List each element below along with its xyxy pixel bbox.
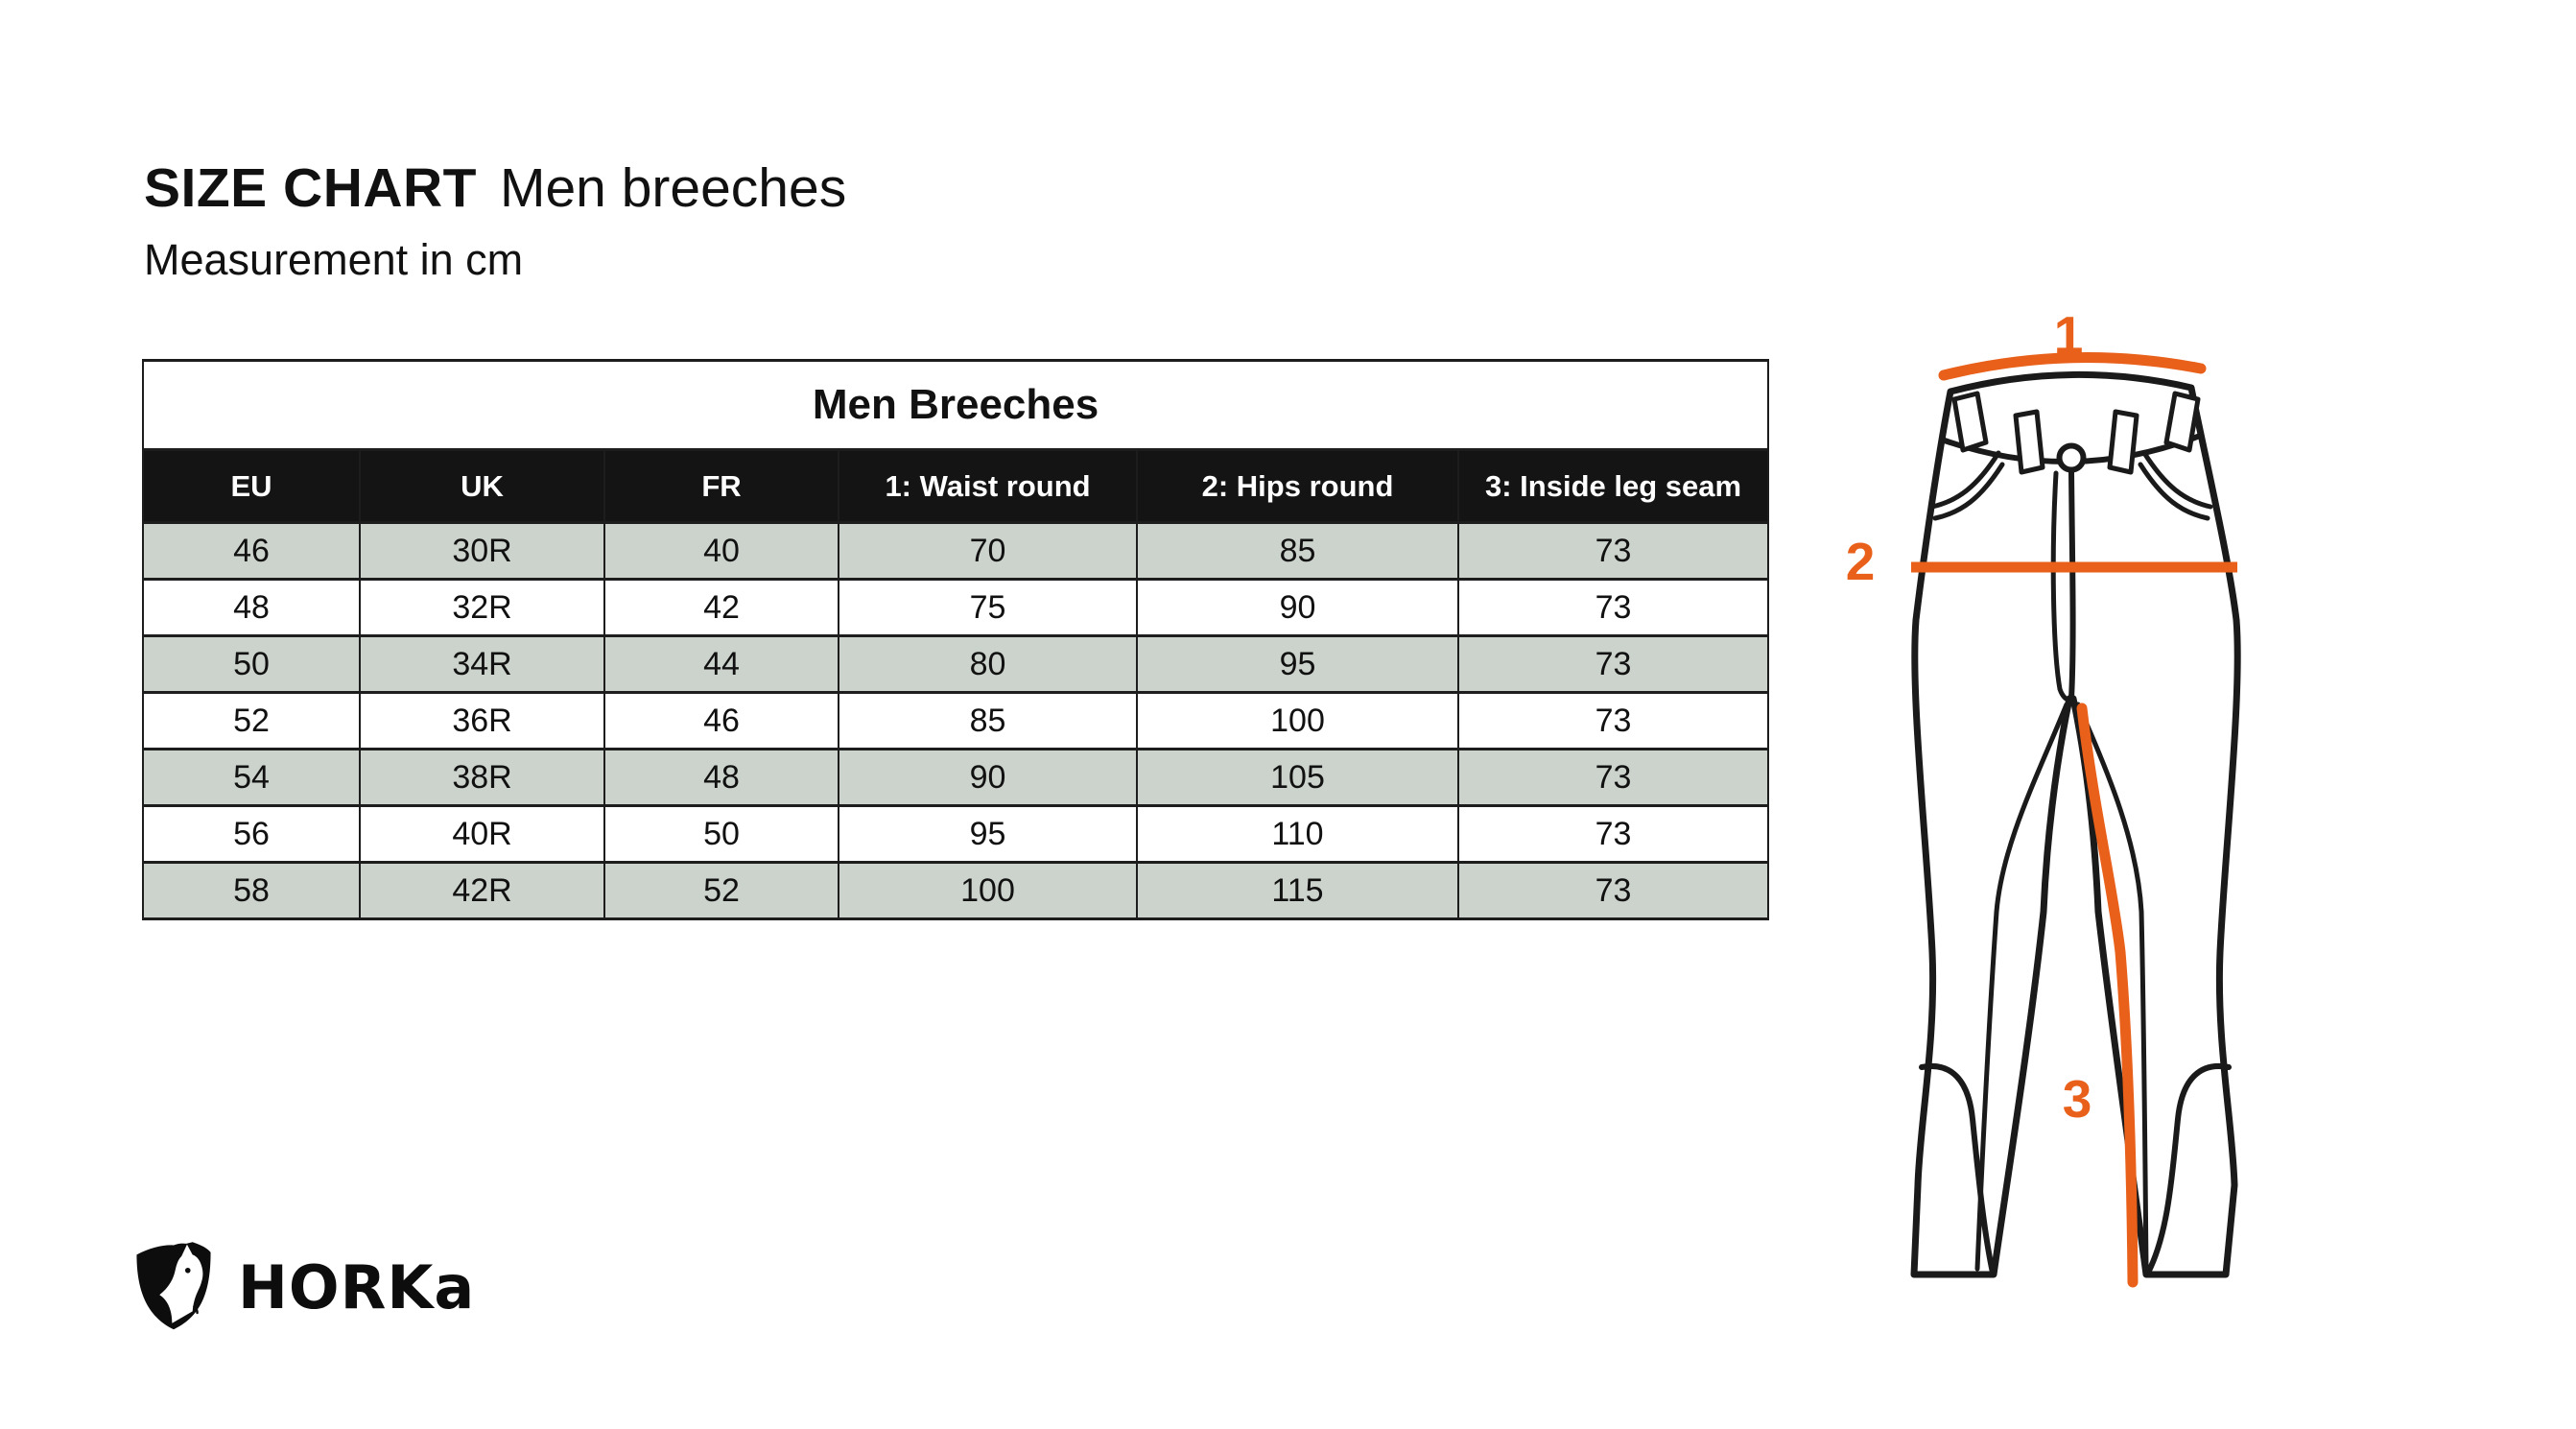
table-body [143,523,1768,919]
table-cell: 110 [1137,806,1458,863]
table-row [143,636,1768,693]
table-cell: 95 [1137,636,1458,693]
table-caption-row [143,361,1768,450]
table-cell: 42R [360,863,604,919]
table-cell: 46 [143,523,360,580]
table-cell: 58 [143,863,360,919]
table-header-cell: EU [143,450,360,523]
center-front-seam [2071,471,2073,699]
table-cell: 73 [1458,693,1768,750]
waist-measure-label: 1 [2053,305,2084,365]
table-cell: 50 [143,636,360,693]
table-header-cell: FR [604,450,839,523]
table-cell: 80 [839,636,1137,693]
brand-logo [134,1242,475,1332]
table-header-row [143,450,1768,523]
measurement-unit-note: Measurement in cm [144,235,524,284]
table-cell: 48 [604,750,839,806]
page-title [144,157,847,219]
table-cell: 36R [360,693,604,750]
table-header-cell: 3: Inside leg seam [1458,450,1768,523]
table-cell: 32R [360,580,604,636]
table-row [143,863,1768,919]
table-cell: 73 [1458,636,1768,693]
table-cell: 46 [604,693,839,750]
table-cell: 50 [604,806,839,863]
table-cell: 44 [604,636,839,693]
page-title-product: Men breeches [500,157,847,219]
hips-measure-label: 2 [1845,532,1876,591]
table-header-cell: 1: Waist round [839,450,1137,523]
table-row [143,693,1768,750]
table-cell: 40R [360,806,604,863]
table-cell: 38R [360,750,604,806]
inside-leg-measure-label: 3 [2062,1069,2092,1129]
table-cell: 54 [143,750,360,806]
table-cell: 115 [1137,863,1458,919]
table-cell: 75 [839,580,1137,636]
table-cell: 73 [1458,806,1768,863]
table-cell: 90 [1137,580,1458,636]
table-cell: 34R [360,636,604,693]
table-row [143,750,1768,806]
belt-loop [2110,412,2137,472]
size-table [142,359,1769,920]
table-cell: 85 [1137,523,1458,580]
table-row [143,806,1768,863]
brand-name: HORKa [238,1251,476,1322]
breeches-diagram [1842,269,2264,1315]
page-title-main: SIZE CHART [144,157,477,219]
table-cell: 52 [604,863,839,919]
table-cell: 73 [1458,750,1768,806]
table-cell: 30R [360,523,604,580]
horka-shield-icon [134,1242,213,1332]
table-cell: 90 [839,750,1137,806]
table-cell: 73 [1458,863,1768,919]
table-cell: 95 [839,806,1137,863]
belt-loop [2016,412,2043,472]
table-cell: 73 [1458,523,1768,580]
table-header-cell: UK [360,450,604,523]
table-cell: 100 [839,863,1137,919]
table-row [143,523,1768,580]
table-cell: 40 [604,523,839,580]
table-cell: 42 [604,580,839,636]
table-cell: 48 [143,580,360,636]
table-row [143,580,1768,636]
table-cell: 70 [839,523,1137,580]
table-cell: 85 [839,693,1137,750]
table-cell: 52 [143,693,360,750]
table-cell: 73 [1458,580,1768,636]
table-caption: Men Breeches [143,361,1768,450]
table-header-cell: 2: Hips round [1137,450,1458,523]
table-cell: 105 [1137,750,1458,806]
table-cell: 56 [143,806,360,863]
table-cell: 100 [1137,693,1458,750]
button-icon [2060,446,2084,470]
